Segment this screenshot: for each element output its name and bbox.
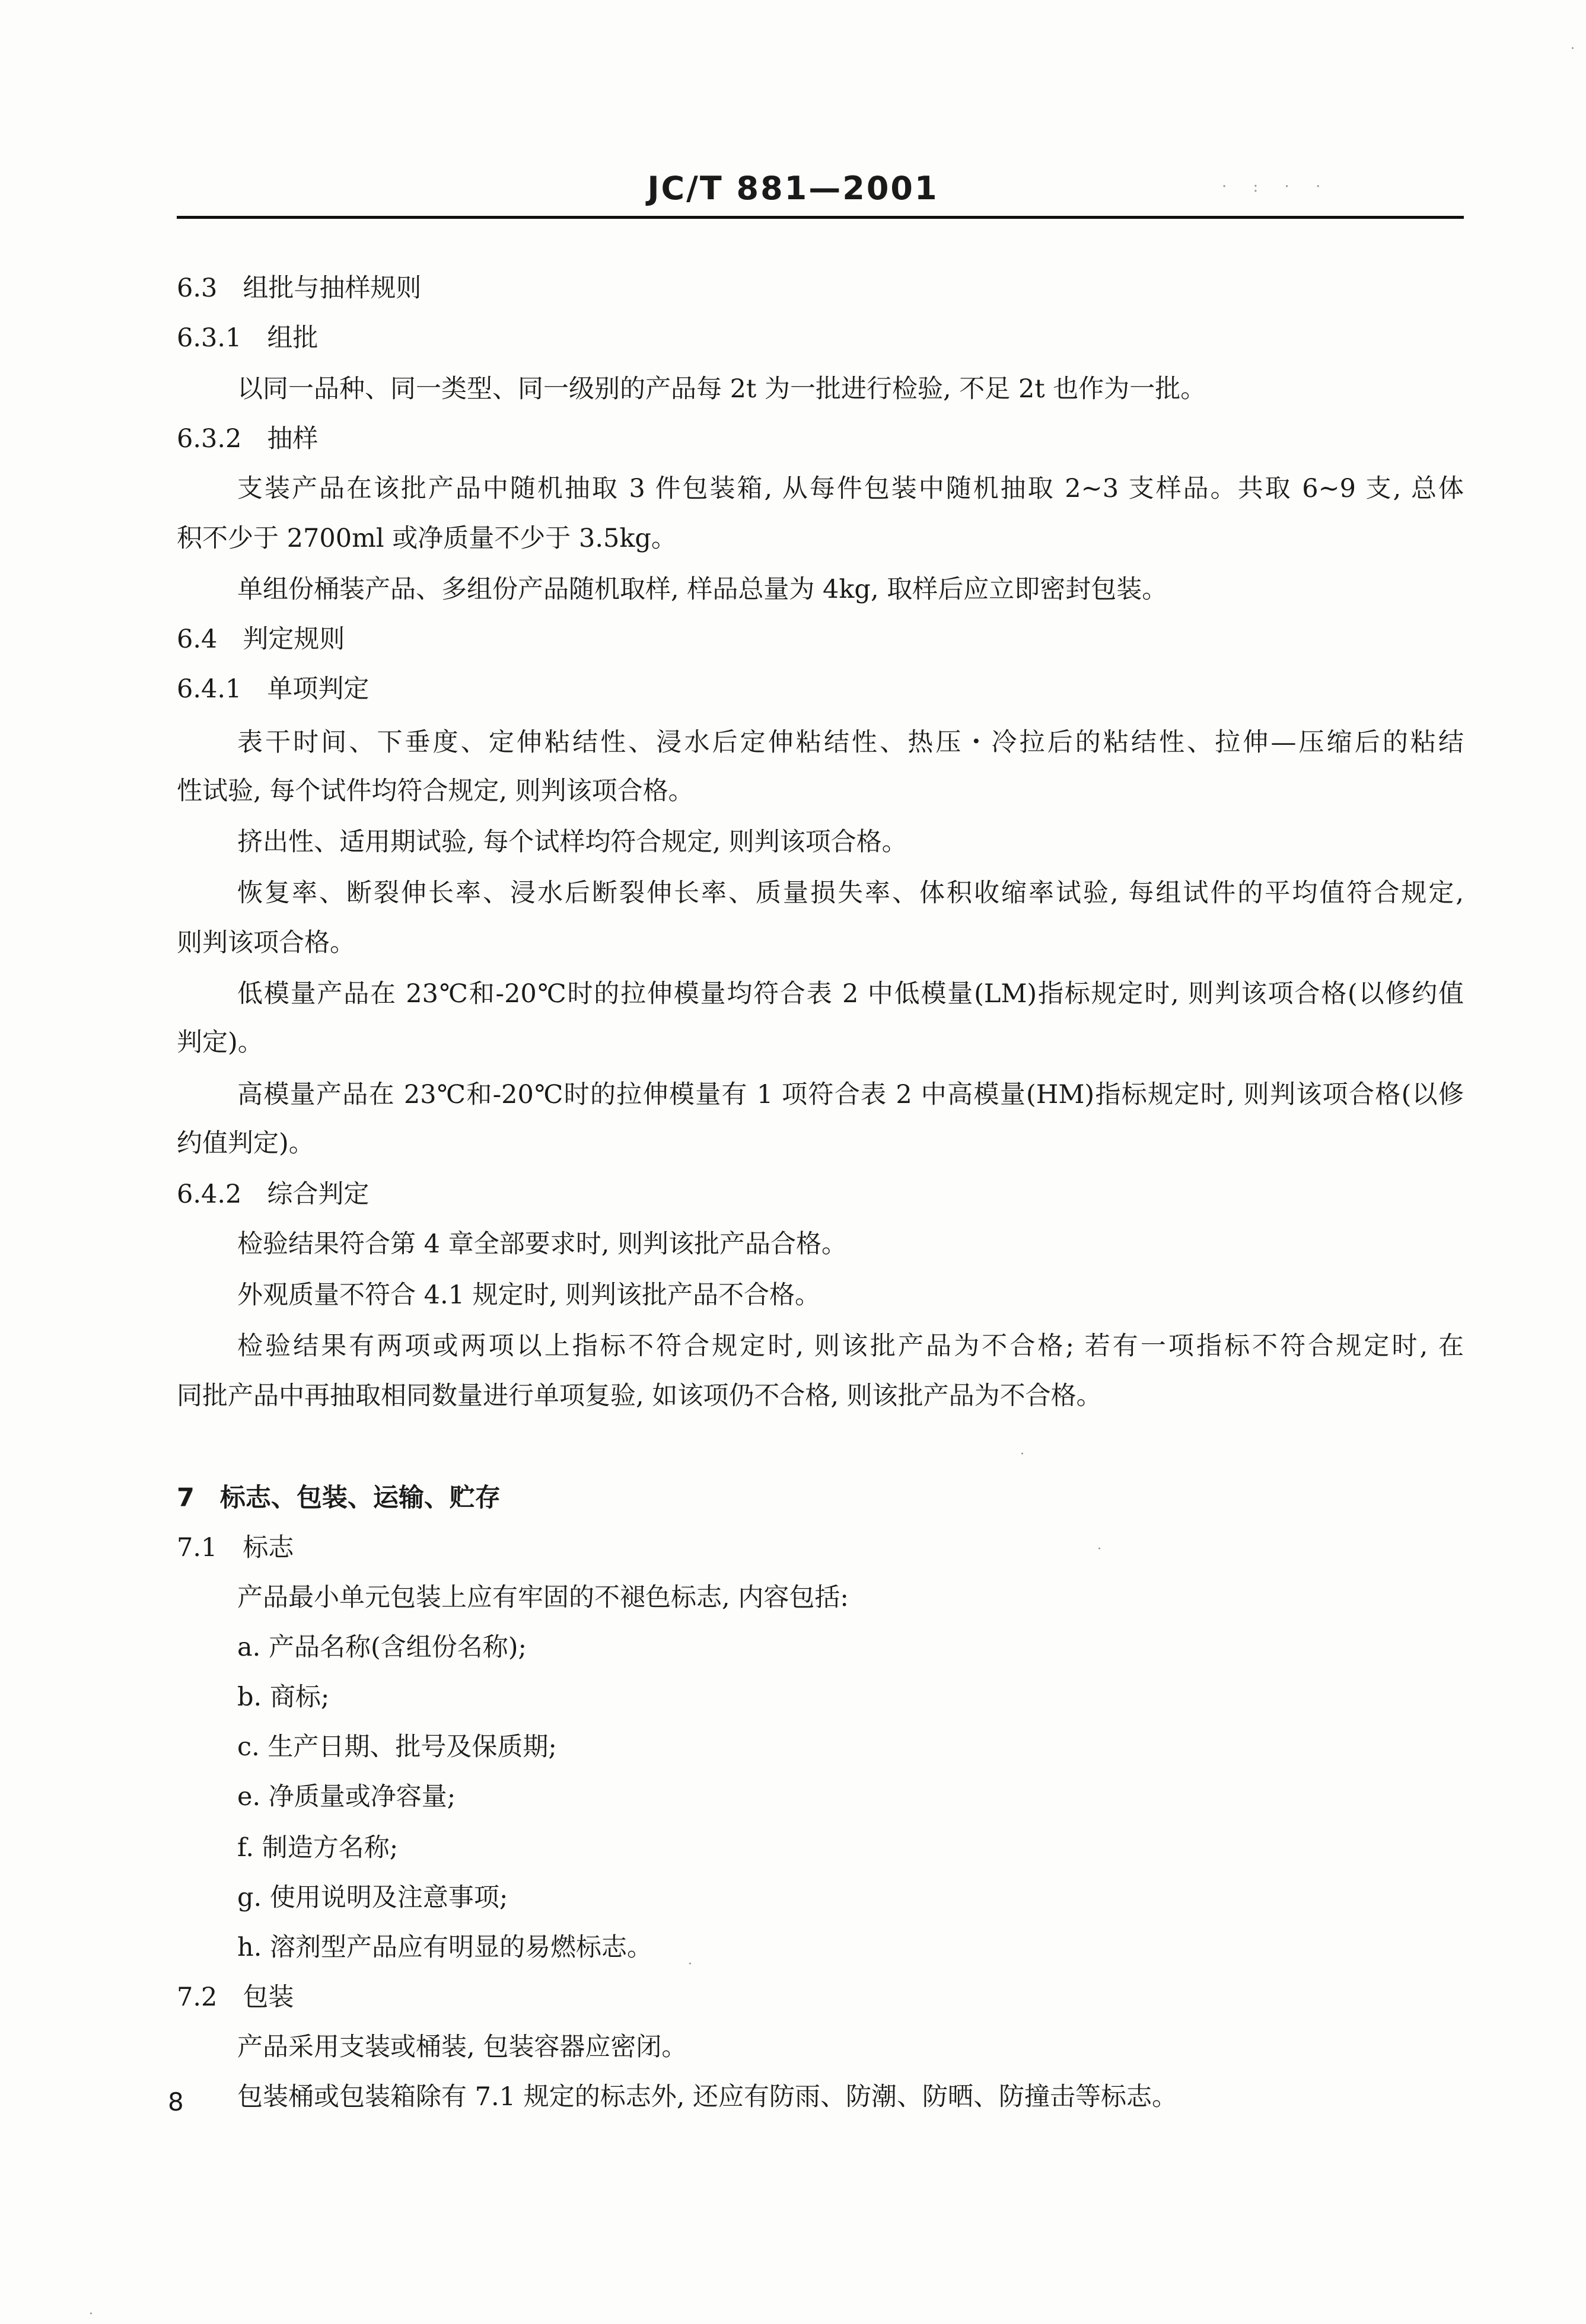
rule-1-line2: 性试验, 每个试件均符合规定, 则判该项合格。 [177, 776, 694, 806]
marking-item-c: c. 生产日期、批号及保质期; [237, 1732, 557, 1762]
section-6-3-2-title: 6.3.2 抽样 [177, 424, 319, 454]
scan-speck: · [89, 2307, 93, 2322]
marking-item-b: b. 商标; [237, 1682, 330, 1712]
overall-rule-3-line1: 检验结果有两项或两项以上指标不符合规定时, 则该批产品为不合格; 若有一项指标不符合规定时, 在 [237, 1331, 1464, 1361]
scan-speck: · [688, 1957, 692, 1972]
section-7-title: 7 标志、包装、运输、贮存 [177, 1483, 501, 1513]
marking-item-e: e. 净质量或净容量; [237, 1782, 456, 1812]
scan-speck: · [1571, 42, 1575, 56]
header-rule [177, 216, 1464, 219]
overall-rule-3-line2: 同批产品中再抽取相同数量进行单项复验, 如该项仍不合格, 则该批产品为不合格。 [177, 1381, 1102, 1411]
section-6-3-title: 6.3 组批与抽样规则 [177, 273, 422, 303]
rule-3-line2: 则判该项合格。 [177, 928, 355, 958]
packaging-text-2: 包装桶或包装箱除有 7.1 规定的标志外, 还应有防雨、防潮、防晒、防撞击等标志。 [237, 2082, 1178, 2112]
section-6-3-2-text-2: 单组份桶装产品、多组份产品随机取样, 样品总量为 4kg, 取样后应立即密封包装。 [237, 575, 1168, 604]
section-6-4-title: 6.4 判定规则 [177, 624, 345, 654]
overall-rule-2: 外观质量不符合 4.1 规定时, 则判该批产品不合格。 [237, 1280, 821, 1310]
rule-5-line1: 高模量产品在 23℃和-20℃时的拉伸模量有 1 项符合表 2 中高模量(HM)指标规定时, 则判该项合格(以修 [237, 1080, 1464, 1110]
rule-1-line1: 表干时间、下垂度、定伸粘结性、浸水后定伸粘结性、热压・冷拉后的粘结性、拉伸—压缩后的粘结 [237, 728, 1464, 757]
section-6-3-2-text-line2: 积不少于 2700ml 或净质量不少于 3.5kg。 [177, 524, 677, 553]
marking-item-h: h. 溶剂型产品应有明显的易燃标志。 [237, 1933, 653, 1962]
overall-rule-1: 检验结果符合第 4 章全部要求时, 则判该批产品合格。 [237, 1229, 848, 1259]
section-6-4-1-title: 6.4.1 单项判定 [177, 674, 370, 704]
section-6-3-1-text: 以同一品种、同一类型、同一级别的产品每 2t 为一批进行检验, 不足 2t 也作为一批。 [237, 374, 1206, 404]
marking-item-f: f. 制造方名称; [237, 1833, 399, 1863]
scan-specks: · : · · [1222, 178, 1332, 196]
page-number: 8 [168, 2087, 184, 2116]
section-6-4-2-title: 6.4.2 综合判定 [177, 1179, 370, 1209]
rule-5-line2: 约值判定)。 [177, 1128, 314, 1158]
scan-speck: · [1020, 1447, 1024, 1462]
rule-2: 挤出性、适用期试验, 每个试样均符合规定, 则判该项合格。 [237, 827, 907, 857]
packaging-text-1: 产品采用支装或桶装, 包装容器应密闭。 [237, 2032, 687, 2062]
rule-4-line1: 低模量产品在 23℃和-20℃时的拉伸模量均符合表 2 中低模量(LM)指标规定时, 则判该项合格(以修约值 [237, 979, 1464, 1009]
scan-speck: · [1097, 1542, 1101, 1557]
rule-4-line2: 判定)。 [177, 1028, 263, 1057]
rule-3-line1: 恢复率、断裂伸长率、浸水后断裂伸长率、质量损失率、体积收缩率试验, 每组试件的平均值符合规定, [237, 878, 1464, 908]
marking-item-g: g. 使用说明及注意事项; [237, 1883, 508, 1912]
marking-item-a: a. 产品名称(含组份名称); [237, 1633, 527, 1662]
section-6-3-1-title: 6.3.1 组批 [177, 323, 319, 353]
section-6-3-2-text-line1: 支装产品在该批产品中随机抽取 3 件包装箱, 从每件包装中随机抽取 2~3 支样品。共取 6~9 支, 总体 [237, 474, 1464, 503]
section-7-1-intro: 产品最小单元包装上应有牢固的不褪色标志, 内容包括: [237, 1583, 849, 1612]
standard-code-header: JC/T 881—2001 [647, 170, 939, 207]
section-7-1-title: 7.1 标志 [177, 1533, 294, 1563]
section-7-2-title: 7.2 包装 [177, 1982, 294, 2012]
